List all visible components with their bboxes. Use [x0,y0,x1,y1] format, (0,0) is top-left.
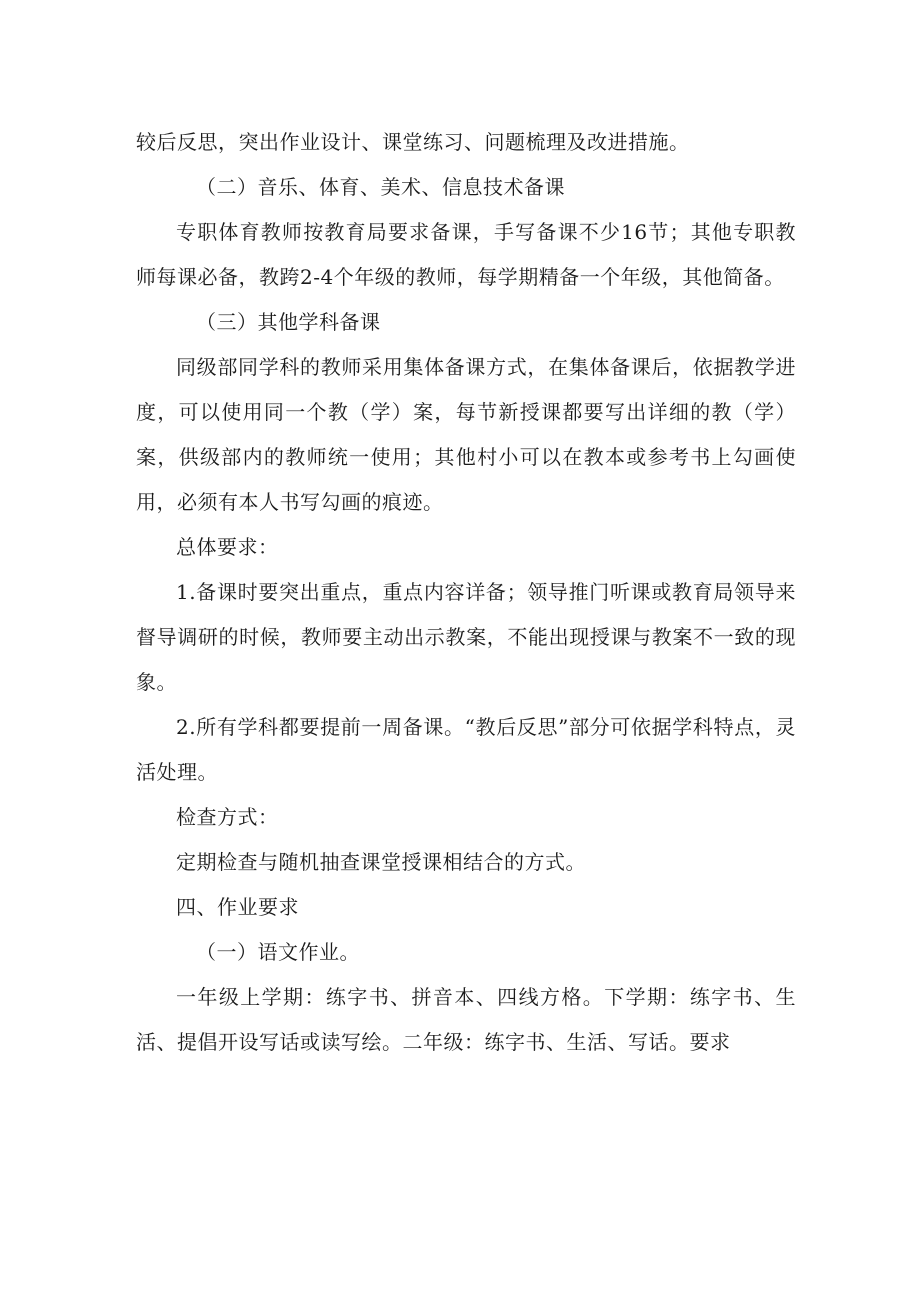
document-body [136,120,796,1065]
paragraph-collective-prep: 同级部同学科的教师采用集体备课方式，在集体备课后，依据教学进度，可以使用同一个教（学）案，每节新授课都要写出详细的教（学）案，供级部内的教师统一使用；其他村小可以在教本或参考书上勾画使用，必须有本人书写勾画的痕迹。 [136,355,796,514]
heading-inspection-method: 检查方式： [176,805,279,829]
section-heading-homework: 四、作业要求 [176,895,299,919]
subheading-arts-lesson-prep: （二）音乐、体育、美术、信息技术备课 [196,175,565,199]
paragraph-pe-teachers: 专职体育教师按教育局要求备课，手写备课不少16节；其他专职教师每课必备，教跨2-4个年级的教师，每学期精备一个年级，其他简备。 [136,220,796,289]
subheading-other-subjects: （三）其他学科备课 [196,310,381,334]
subheading-chinese-homework: （一）语文作业。 [196,940,360,964]
heading-general-requirements: 总体要求： [176,535,279,559]
paragraph-continuation: 较后反思，突出作业设计、课堂练习、问题梳理及改进措施。 [136,130,690,154]
requirement-item-1: 1.备课时要突出重点，重点内容详备；领导推门听课或教育局领导来督导调研的时候，教师要主动出示教案，不能出现授课与教案不一致的现象。 [136,580,796,694]
requirement-item-2: 2.所有学科都要提前一周备课。“教后反思”部分可依据学科特点，灵活处理。 [136,715,796,784]
paragraph-inspection-method: 定期检查与随机抽查课堂授课相结合的方式。 [176,850,586,874]
paragraph-grade-homework: 一年级上学期：练字书、拼音本、四线方格。下学期：练字书、生活、提倡开设写话或读写绘。二年级：练字书、生活、写话。要求 [136,985,796,1054]
